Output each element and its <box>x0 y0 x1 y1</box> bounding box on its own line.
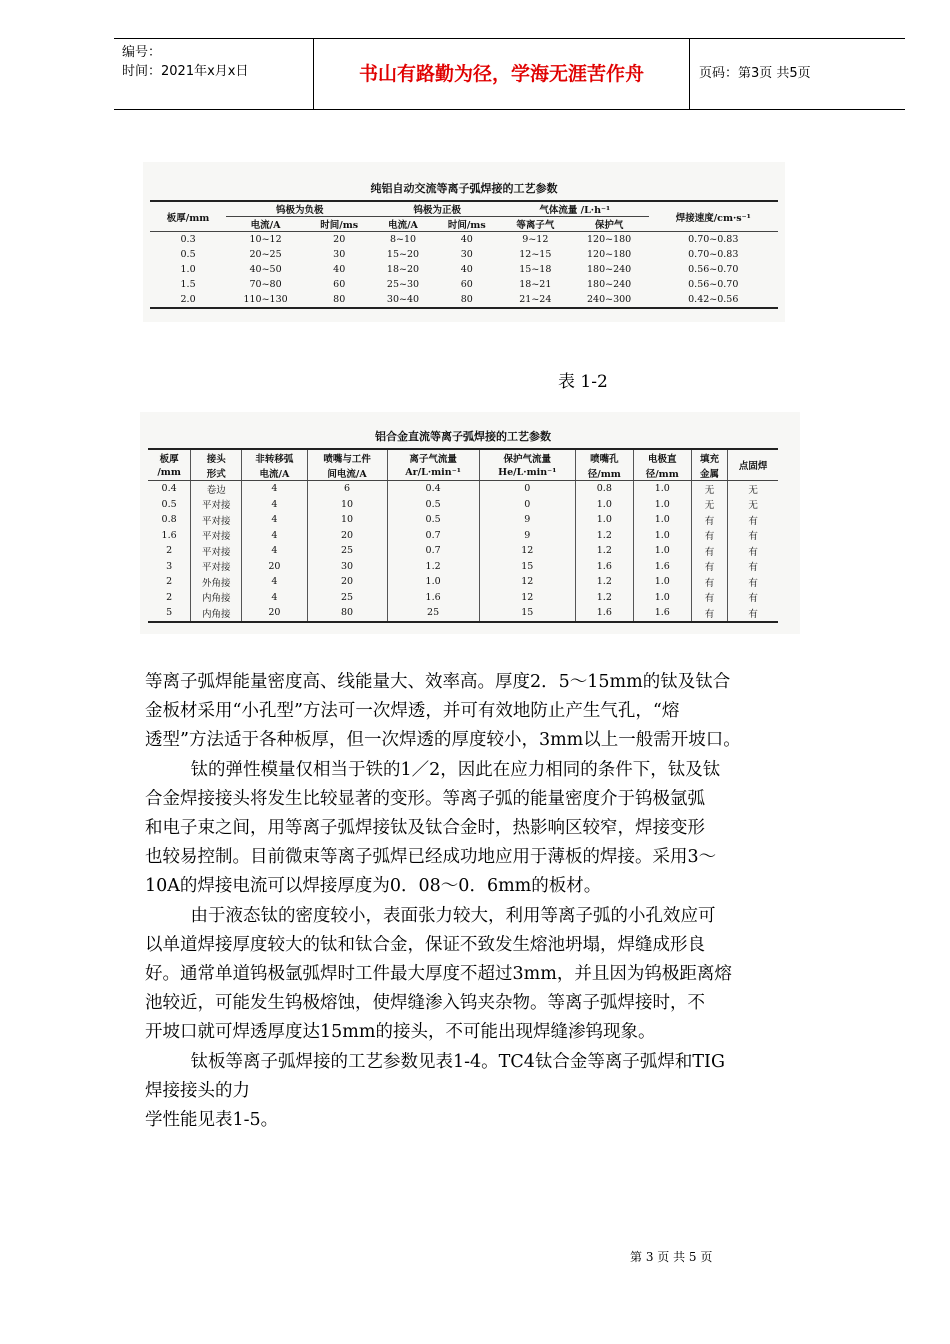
t2-cell: 0.4 <box>387 481 479 497</box>
t2-cell: 有 <box>728 543 778 559</box>
t1-cell: 40 <box>460 234 473 245</box>
t2-cell: 25 <box>307 543 387 559</box>
t1-cell: 180~240 <box>586 264 632 275</box>
t2-cell: 1.6 <box>633 559 691 575</box>
t2-cell: 平对接 <box>191 497 242 513</box>
t2-cell: 1.6 <box>575 605 633 622</box>
t2-cell: 1.0 <box>387 574 479 590</box>
t2-cell: 1.0 <box>633 481 691 497</box>
table1 <box>150 200 778 309</box>
t2-header: 保护气流量 <box>479 449 575 465</box>
t2-cell: 9 <box>479 512 575 528</box>
t2-cell: 0.8 <box>161 514 177 526</box>
table-row <box>148 574 778 590</box>
t2-cell: 有 <box>691 559 728 575</box>
table1-title: 纯铝自动交流等离子弧焊接的工艺参数 <box>370 182 558 195</box>
t2-cell: 1.2 <box>387 559 479 575</box>
t1-cell: 25~30 <box>386 279 420 290</box>
t2-cell: 5 <box>148 605 191 622</box>
t2-cell: 1.0 <box>633 590 691 606</box>
t2-cell: 6 <box>307 481 387 497</box>
table-row <box>148 528 778 544</box>
t1-cell: 180~240 <box>586 279 632 290</box>
t2-header: 电流/A <box>242 465 307 481</box>
t1-cell: 40~50 <box>249 264 282 275</box>
t2-cell: 12 <box>479 543 575 559</box>
t1-cell: 30 <box>460 249 473 260</box>
body-line: 好。通常单道钨极氩弧焊时工件最大厚度不超过3mm，并且因为钨极距离熔 <box>145 964 732 985</box>
t1-cell: 20~25 <box>249 249 282 260</box>
body-line: 以单道焊接厚度较大的钛和钛合金，保证不致发生熔池坍塌，焊缝成形良 <box>145 934 705 955</box>
t2-cell: 20 <box>242 605 307 622</box>
t2-cell: 1.6 <box>633 605 691 622</box>
table-row <box>150 292 778 308</box>
body-text <box>145 668 905 1135</box>
t2-cell: 0.5 <box>387 497 479 513</box>
body-line: 10A的焊接电流可以焊接厚度为0．08～0．6mm的板材。 <box>145 876 602 897</box>
table-row <box>148 605 778 622</box>
t2-header: 径/mm <box>633 465 691 481</box>
body-line: 钛板等离子弧焊接的工艺参数见表1-4。TC4钛合金等离子弧焊和TIG <box>190 1051 725 1072</box>
table-row <box>148 543 778 559</box>
t2-cell: 0.5 <box>387 512 479 528</box>
t1-cell: 1.5 <box>180 279 196 290</box>
t1-cell: 80 <box>305 292 373 308</box>
t2-cell: 有 <box>728 528 778 544</box>
t2-cell: 无 <box>691 497 728 513</box>
t1-cell: 60 <box>460 279 473 290</box>
body-line: 等离子弧焊能量密度高、线能量大、效率高。厚度2．5～15mm的钛及钛合 <box>145 672 731 692</box>
t1-cell: 18~21 <box>519 279 552 290</box>
t2-header: 喷嘴孔 <box>575 449 633 465</box>
t1-cell: 0.70~0.83 <box>688 249 739 260</box>
body-line: 由于液态钛的密度较小，表面张力较大，利用等离子弧的小孔效应可 <box>190 905 716 926</box>
t2-header: /mm <box>148 465 191 481</box>
t1-cell: 0.42~0.56 <box>649 292 778 308</box>
t2-cell: 1.2 <box>575 528 633 544</box>
page-footer: 第 3 页 共 5 页 <box>630 1250 713 1264</box>
t1-cell: 10~12 <box>249 234 282 245</box>
t2-cell: 4 <box>242 574 307 590</box>
t2-cell: 1.0 <box>575 497 633 513</box>
t2-cell: 1.0 <box>633 497 691 513</box>
t2-cell: 有 <box>728 512 778 528</box>
table-row <box>148 590 778 606</box>
t2-header: 填充 <box>691 449 728 465</box>
t1-cell: 0.70~0.83 <box>688 234 739 245</box>
t2-cell: 0.7 <box>387 543 479 559</box>
t1-cell: 12~15 <box>519 249 552 260</box>
t2-cell: 0.5 <box>161 498 177 510</box>
t1-sub-header: 时间/ms <box>433 217 501 232</box>
t2-cell: 0.8 <box>575 481 633 497</box>
body-line: 金板材采用“小孔型”方法可一次焊透，并可有效地防止产生气孔，“熔 <box>145 701 680 722</box>
t2-cell: 有 <box>691 543 728 559</box>
t1-cell: 0.3 <box>180 234 196 245</box>
t2-cell: 1.6 <box>161 529 177 541</box>
table-row <box>150 232 778 248</box>
t2-cell: 有 <box>691 605 728 622</box>
t2-cell: 12 <box>479 590 575 606</box>
t1-cell: 0.5 <box>180 249 196 260</box>
t2-cell: 10 <box>307 512 387 528</box>
t1-cell: 15~18 <box>519 264 552 275</box>
t1-cell: 18~20 <box>386 264 420 275</box>
t2-cell: 2 <box>166 545 173 557</box>
body-line: 透型”方法适于各种板厚，但一次焊透的厚度较小，3mm以上一般需开坡口。 <box>145 730 741 751</box>
t2-cell: 15 <box>479 605 575 622</box>
table-row <box>150 247 778 262</box>
t2-cell: 0.7 <box>387 528 479 544</box>
t2-cell: 无 <box>728 481 778 497</box>
t2-cell: 3 <box>166 560 173 572</box>
page-header <box>114 38 905 110</box>
t2-cell: 有 <box>691 590 728 606</box>
t2-cell: 有 <box>691 528 728 544</box>
header-meta <box>114 39 314 109</box>
t1-header-speed: 焊接速度/cm·s⁻¹ <box>649 201 778 232</box>
t2-cell: 0 <box>479 481 575 497</box>
table-row <box>150 277 778 292</box>
body-line: 也较易控制。目前微束等离子弧焊已经成功地应用于薄板的焊接。采用3～ <box>145 847 717 868</box>
t2-cell: 1.0 <box>633 512 691 528</box>
table2 <box>148 448 778 623</box>
table-row <box>148 481 778 497</box>
t1-sub-header: 保护气 <box>570 217 649 232</box>
t2-cell: 平对接 <box>191 543 242 559</box>
t1-cell: 30 <box>333 249 346 260</box>
t2-cell: 80 <box>307 605 387 622</box>
t1-header-neg: 钨极为负极 <box>226 201 373 217</box>
table-row <box>150 262 778 277</box>
t2-cell: 25 <box>387 605 479 622</box>
t1-sub-header: 时间/ms <box>305 217 373 232</box>
t1-cell: 15~20 <box>386 249 420 260</box>
t2-header: 电极直 <box>633 449 691 465</box>
body-line: 合金焊接接头将发生比较显著的变形。等离子弧的能量密度介于钨极氩弧 <box>145 788 705 809</box>
page-indicator: 页码：第3页 共5页 <box>699 66 811 81</box>
t1-cell: 2.0 <box>150 292 226 308</box>
t2-cell: 1.2 <box>575 543 633 559</box>
t2-cell: 1.0 <box>633 528 691 544</box>
t2-header: 间电流/A <box>307 465 387 481</box>
t2-cell: 25 <box>307 590 387 606</box>
t2-header: 金属 <box>691 465 728 481</box>
t1-header-pos: 钨极为正极 <box>373 201 501 217</box>
t2-cell: 20 <box>307 574 387 590</box>
t1-header-thickness: 板厚/mm <box>150 201 226 232</box>
table-caption: 表 1-2 <box>558 372 608 392</box>
table-row <box>148 512 778 528</box>
t2-cell: 有 <box>728 605 778 622</box>
t1-cell: 9~12 <box>522 234 549 245</box>
t2-cell: 外角接 <box>191 574 242 590</box>
t1-cell: 0.56~0.70 <box>688 264 739 275</box>
t2-cell: 有 <box>728 559 778 575</box>
t2-header: Ar/L·min⁻¹ <box>387 465 479 481</box>
t1-cell: 120~180 <box>586 249 632 260</box>
t1-cell: 30~40 <box>373 292 432 308</box>
body-line: 池较近，可能发生钨极熔蚀，使焊缝渗入钨夹杂物。等离子弧焊接时，不 <box>145 993 705 1014</box>
t1-sub-header: 电流/A <box>226 217 305 232</box>
t1-cell: 40 <box>333 264 346 275</box>
t2-cell: 4 <box>242 528 307 544</box>
number-label: 编号： <box>122 45 162 60</box>
t1-cell: 110~130 <box>226 292 305 308</box>
t1-cell: 80 <box>433 292 501 308</box>
t2-header: 离子气流量 <box>387 449 479 465</box>
t1-cell: 20 <box>333 234 346 245</box>
header-motto: 书山有路勤为径，学海无涯苦作舟 <box>314 39 690 109</box>
t2-cell: 2 <box>166 576 173 588</box>
t2-cell: 4 <box>242 543 307 559</box>
t2-cell: 有 <box>728 590 778 606</box>
t2-header: 径/mm <box>575 465 633 481</box>
t2-cell: 1.0 <box>633 543 691 559</box>
body-line: 焊接接头的力 <box>145 1080 250 1101</box>
t2-cell: 1.0 <box>575 512 633 528</box>
t2-cell: 4 <box>242 590 307 606</box>
table2-title: 铝合金直流等离子弧焊接的工艺参数 <box>375 430 551 443</box>
t2-cell: 有 <box>691 512 728 528</box>
t2-header: 接头 <box>191 449 242 465</box>
t2-cell: 2 <box>166 591 173 603</box>
t1-cell: 1.0 <box>180 264 196 275</box>
t2-header: 非转移弧 <box>242 449 307 465</box>
table-row <box>148 559 778 575</box>
t2-cell: 内角接 <box>191 605 242 622</box>
t2-cell: 1.6 <box>575 559 633 575</box>
t2-cell: 0 <box>479 497 575 513</box>
body-line: 钛的弹性模量仅相当于铁的1／2，因此在应力相同的条件下，钛及钛 <box>190 759 721 780</box>
t2-header: 喷嘴与工件 <box>307 449 387 465</box>
t2-cell: 4 <box>242 497 307 513</box>
t1-cell: 240~300 <box>570 292 649 308</box>
t2-cell: 卷边 <box>191 481 242 497</box>
t1-cell: 0.56~0.70 <box>688 279 739 290</box>
t1-cell: 8~10 <box>389 234 417 245</box>
t2-cell: 12 <box>479 574 575 590</box>
t2-cell: 15 <box>479 559 575 575</box>
t2-cell: 10 <box>307 497 387 513</box>
t2-cell: 有 <box>691 574 728 590</box>
t2-cell: 无 <box>691 481 728 497</box>
t2-cell: 平对接 <box>191 528 242 544</box>
time-label: 时间：2021年x月x日 <box>122 64 249 79</box>
t2-cell: 平对接 <box>191 559 242 575</box>
t1-sub-header: 电流/A <box>373 217 432 232</box>
t2-cell: 1.6 <box>387 590 479 606</box>
t1-header-gas: 气体流量 /L·h⁻¹ <box>501 201 649 217</box>
t2-cell: 有 <box>728 574 778 590</box>
t1-cell: 21~24 <box>501 292 570 308</box>
t1-sub-header: 等离子气 <box>501 217 570 232</box>
t2-cell: 1.2 <box>575 590 633 606</box>
t2-cell: 30 <box>307 559 387 575</box>
t2-cell: 内角接 <box>191 590 242 606</box>
t2-cell: 4 <box>242 512 307 528</box>
t2-cell: 9 <box>479 528 575 544</box>
t1-cell: 60 <box>333 279 346 290</box>
body-line: 和电子束之间，用等离子弧焊接钛及钛合金时，热影响区较窄，焊接变形 <box>145 818 705 839</box>
t2-cell: 平对接 <box>191 512 242 528</box>
t2-header: 形式 <box>191 465 242 481</box>
t2-cell: 1.2 <box>575 574 633 590</box>
t2-header: 板厚 <box>148 449 191 465</box>
t2-cell: 无 <box>728 497 778 513</box>
t2-cell: 1.0 <box>633 574 691 590</box>
t1-cell: 40 <box>460 264 473 275</box>
body-line: 开坡口就可焊透厚度达15mm的接头，不可能出现焊缝渗钨现象。 <box>145 1022 656 1043</box>
body-line: 学性能见表1-5。 <box>145 1110 279 1131</box>
t1-cell: 70~80 <box>249 279 282 290</box>
t2-header-tack: 点固焊 <box>728 449 778 481</box>
table-row <box>148 497 778 513</box>
t2-cell: 20 <box>242 559 307 575</box>
t1-cell: 120~180 <box>586 234 632 245</box>
t2-cell: 20 <box>307 528 387 544</box>
t2-header: He/L·min⁻¹ <box>479 465 575 481</box>
t2-cell: 4 <box>242 481 307 497</box>
t2-cell: 0.4 <box>161 483 177 495</box>
